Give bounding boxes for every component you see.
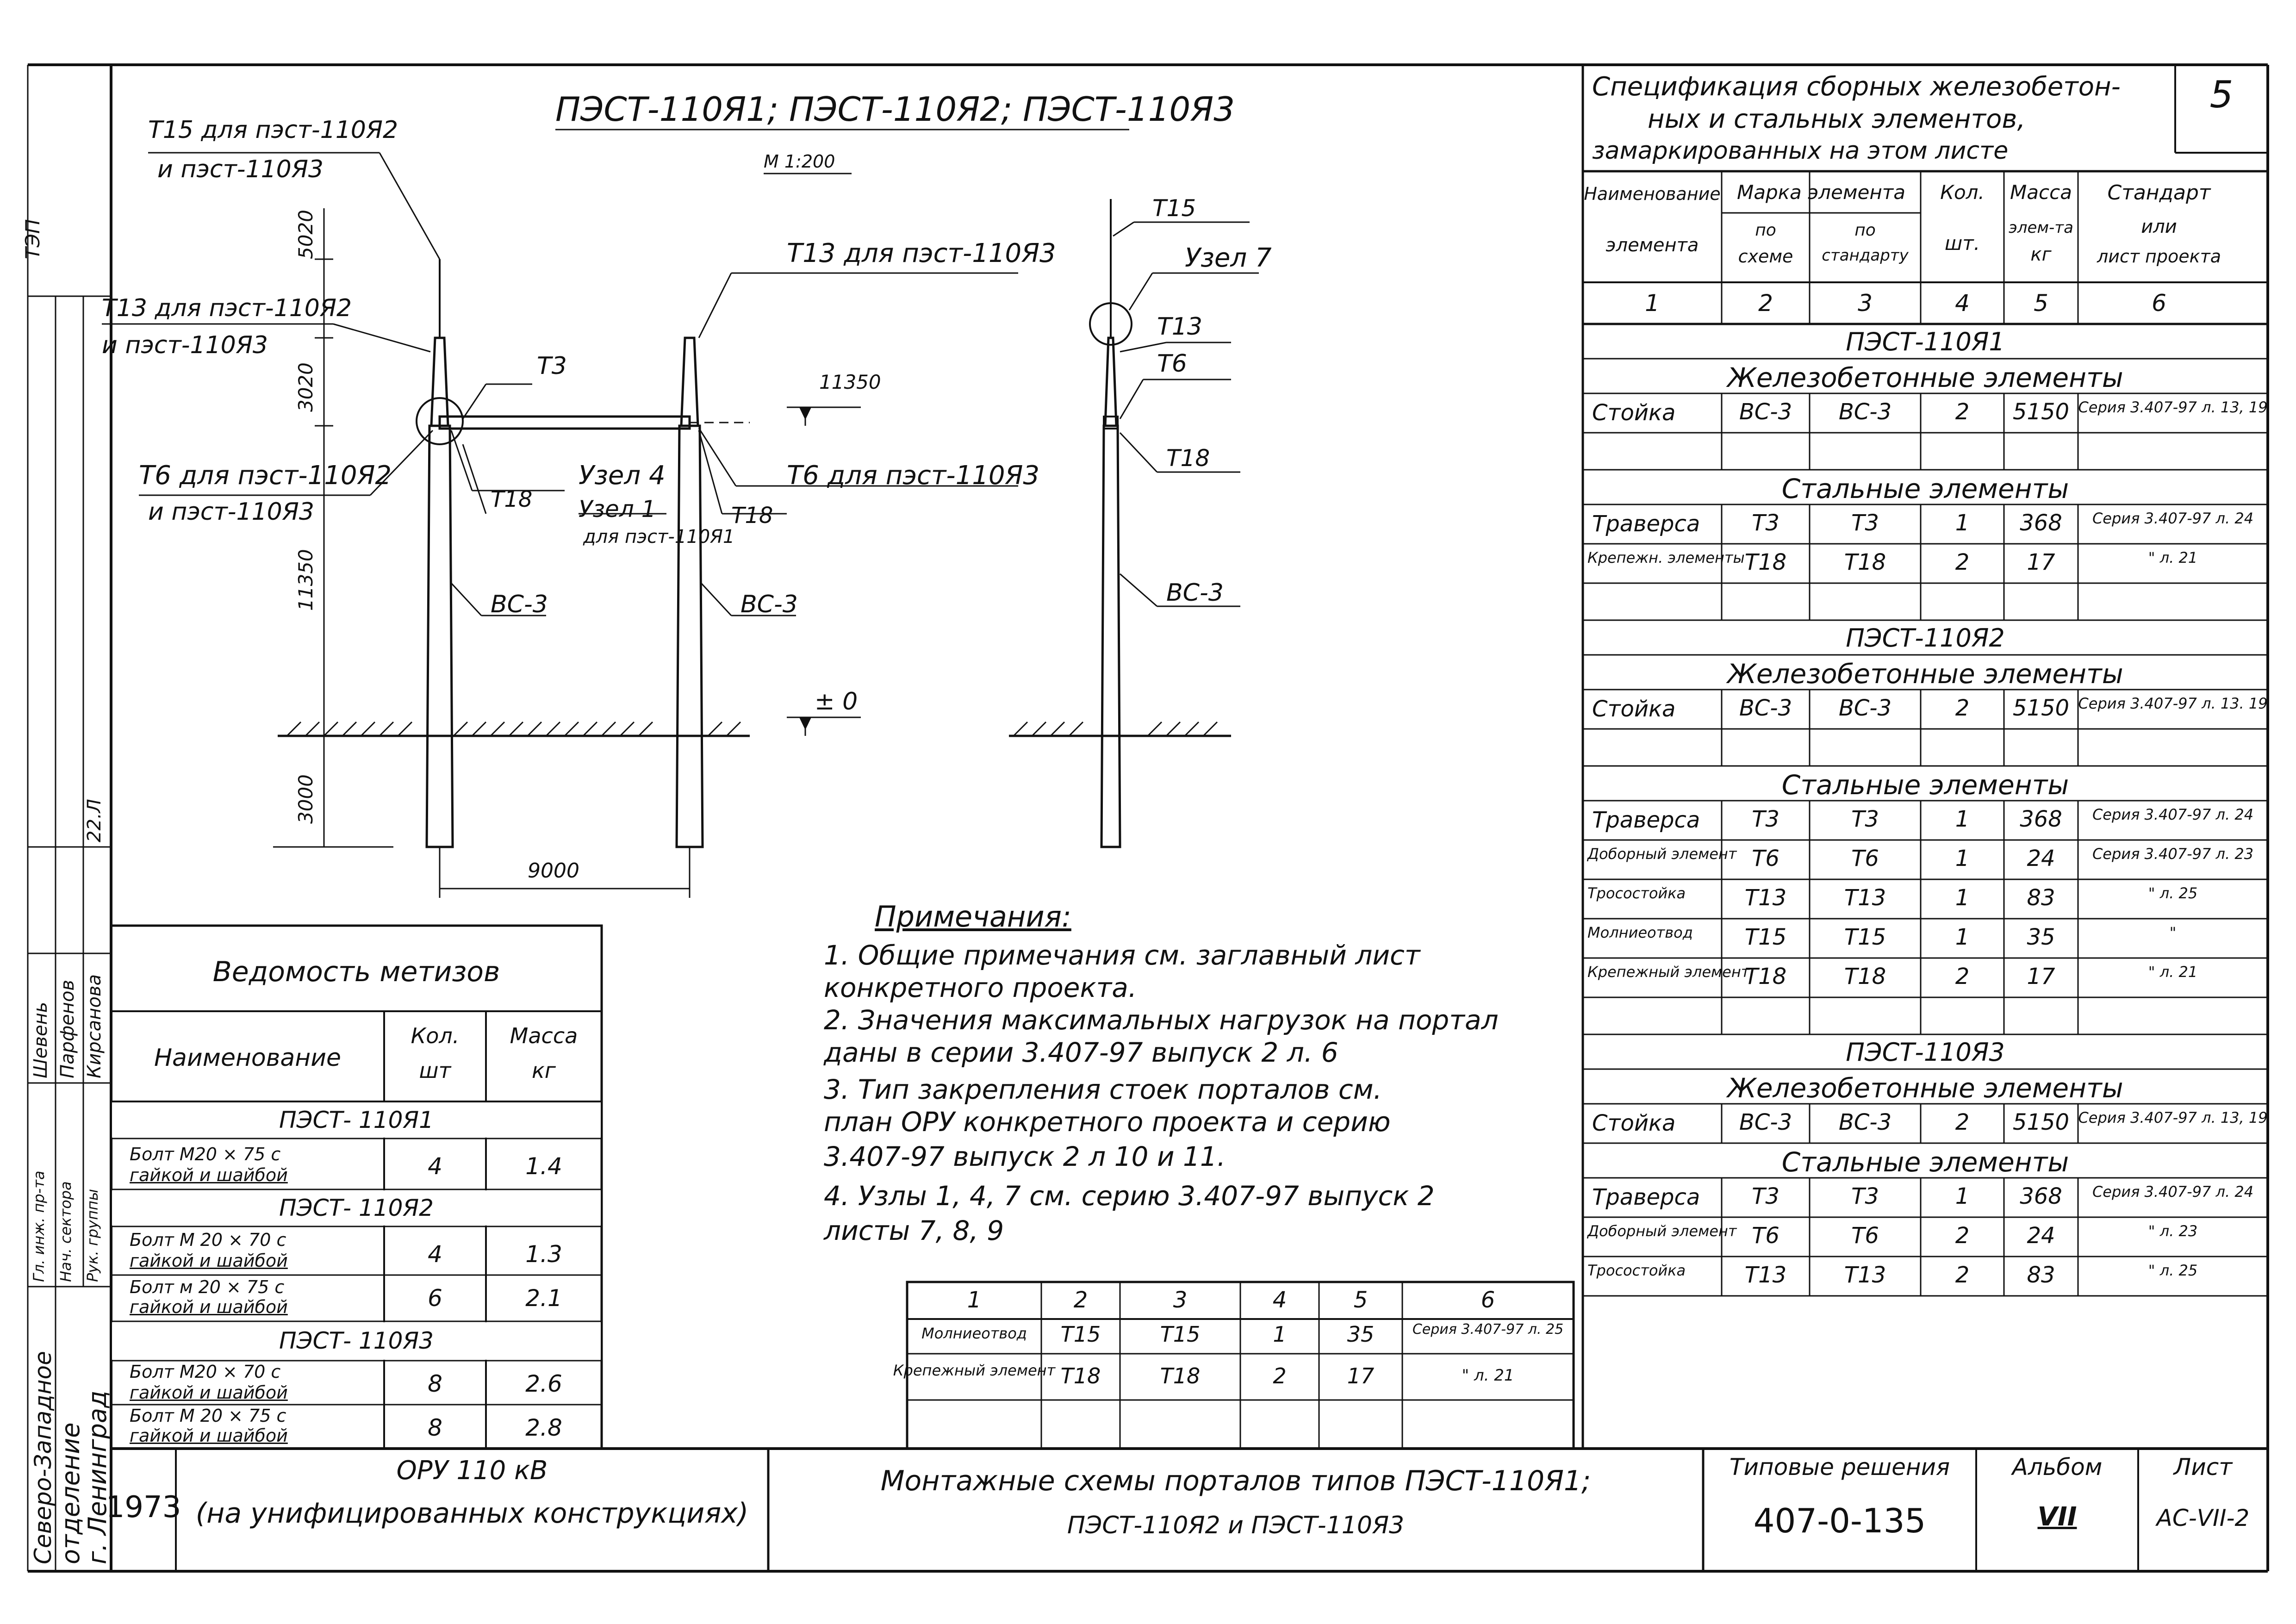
callout-node1-sub: для пэст-110Я1	[583, 526, 735, 548]
stamp-code: 22.Л	[84, 799, 105, 842]
side-callout-t13: Т13	[1157, 313, 1202, 341]
spec-row-name: Доборный элемент	[1587, 1222, 1737, 1240]
spec-row-qty: 2	[1955, 1262, 1970, 1288]
callout-bc3-b: ВС-3	[740, 591, 798, 618]
spec-row-name: Стойка	[1592, 696, 1676, 722]
callout-t18-a: Т18	[491, 486, 533, 512]
drawing-scale: М 1:200	[764, 151, 835, 172]
small-col-number: 4	[1272, 1287, 1287, 1313]
spec-row-ref: Серия 3.407-97 л. 13, 19	[2078, 1109, 2268, 1126]
spec-col-number: 4	[1955, 290, 1970, 317]
hardware-item-line1: Болт М20 × 70 с	[130, 1362, 281, 1382]
spec-row-std: ВС-3	[1838, 399, 1892, 425]
small-row-mass: 35	[1347, 1322, 1375, 1347]
spec-row-name: Стойка	[1592, 1110, 1676, 1136]
spec-header-mass-1: Масса	[2010, 181, 2072, 204]
stamp-org-3: г. Ленинград	[83, 1390, 112, 1564]
hardware-item-line1: Болт М 20 × 70 с	[130, 1230, 286, 1250]
note-line: 3. Тип закрепления стоек порталов см.	[824, 1074, 1382, 1105]
dim-5020: 5020	[294, 210, 317, 259]
spec-subsection-title: Стальные элементы	[1781, 1146, 2069, 1178]
spec-sheet-number: 5	[2209, 73, 2234, 116]
spec-title-1: Спецификация сборных железобетон-	[1592, 72, 2121, 102]
dim-3000: 3000	[294, 774, 317, 824]
spec-row-name: Крепежный элемент	[1587, 963, 1750, 981]
callout-t6-left-2: и пэст-110Я3	[148, 498, 314, 526]
hardware-section: ПЭСТ- 110Я3	[279, 1327, 434, 1354]
spec-row-std: Т15	[1844, 924, 1886, 950]
callout-bc3-a: ВС-3	[491, 591, 548, 618]
spec-row-scheme: Т13	[1744, 1262, 1787, 1288]
spec-row-scheme: Т18	[1744, 549, 1787, 575]
spec-col-number: 5	[2034, 290, 2048, 317]
spec-col-number: 1	[1645, 290, 1660, 317]
hardware-item-mass: 2.6	[525, 1370, 562, 1397]
hardware-item-line1: Болт М20 × 75 с	[130, 1144, 281, 1164]
spec-row-scheme: ВС-3	[1739, 695, 1792, 721]
spec-row-scheme: Т18	[1744, 964, 1787, 989]
hardware-header-name: Наименование	[154, 1044, 342, 1072]
hardware-item-line2: гайкой и шайбой	[130, 1382, 288, 1403]
spec-row-ref: " л. 25	[2148, 1262, 2198, 1279]
spec-row-qty: 1	[1955, 510, 1970, 536]
spec-row-std: Т6	[1851, 846, 1879, 871]
spec-row-qty: 2	[1955, 1109, 1970, 1135]
spec-row-ref: "	[2169, 924, 2177, 941]
spec-row-mass: 83	[2027, 885, 2055, 911]
spec-header-mark-std-2: стандарту	[1822, 246, 1909, 265]
dim-9000: 9000	[528, 859, 579, 883]
spec-header-mark-scheme-2: схеме	[1738, 246, 1793, 267]
spec-row-qty: 1	[1955, 1183, 1970, 1209]
spec-header-qty-1: Кол.	[1940, 181, 1985, 204]
spec-row-scheme: Т15	[1744, 924, 1787, 950]
drawing-title: ПЭСТ-110Я1; ПЭСТ-110Я2; ПЭСТ-110Я3	[555, 90, 1235, 129]
hardware-item-line2: гайкой и шайбой	[130, 1165, 288, 1185]
hardware-item-qty: 4	[428, 1153, 442, 1180]
spec-row-mass: 83	[2027, 1262, 2055, 1288]
spec-row-name: Тросостойка	[1587, 1262, 1686, 1279]
spec-row-name: Траверса	[1592, 807, 1700, 833]
note-line: даны в серии 3.407-97 выпуск 2 л. 6	[824, 1037, 1338, 1068]
small-col-number: 6	[1481, 1287, 1495, 1313]
hardware-item-mass: 1.4	[525, 1153, 562, 1180]
hardware-item-qty: 4	[428, 1241, 442, 1268]
spec-row-std: Т13	[1844, 1262, 1886, 1288]
note-line: план ОРУ конкретного проекта и серию	[824, 1106, 1391, 1138]
callout-node1: Узел 1	[579, 496, 656, 523]
stamp-top-code: ТЭП	[21, 219, 44, 259]
stamp-role: Нач. сектора	[57, 1181, 75, 1282]
stamp-name: Кирсанова	[84, 974, 105, 1078]
note-line: 4. Узлы 1, 4, 7 см. серию 3.407-97 выпуск 2	[824, 1180, 1435, 1212]
note-line: 2. Значения максимальных нагрузок на портал	[824, 1004, 1499, 1036]
spec-row-mass: 35	[2027, 924, 2055, 950]
dim-11350: 11350	[294, 549, 317, 611]
spec-row-name: Молниеотвод	[1587, 924, 1693, 941]
spec-title-2: ных и стальных элементов,	[1648, 104, 2026, 134]
spec-row-ref: Серия 3.407-97 л. 24	[2092, 806, 2254, 823]
note-line: 1. Общие примечания см. заглавный лист	[824, 940, 1420, 971]
album-label: Альбом	[2012, 1454, 2103, 1481]
spec-row-scheme: Т13	[1744, 885, 1787, 911]
spec-row-qty: 1	[1955, 846, 1970, 871]
hardware-item-qty: 8	[428, 1414, 442, 1441]
spec-row-scheme: Т3	[1752, 806, 1780, 832]
hardware-item-mass: 2.1	[525, 1285, 562, 1312]
typical-label: Типовые решения	[1729, 1454, 1950, 1481]
spec-header-mass-3: кг	[2030, 244, 2052, 265]
stamp-org-1: Северо-Западное	[30, 1351, 56, 1564]
small-row-std: Т15	[1160, 1322, 1201, 1347]
spec-subsection-title: Железобетонные элементы	[1727, 1072, 2123, 1104]
spec-row-name: Доборный элемент	[1587, 845, 1737, 863]
small-row-scheme: Т15	[1060, 1322, 1101, 1347]
small-row-std: Т18	[1160, 1363, 1201, 1388]
small-row-name: Крепежный элемент	[893, 1362, 1056, 1379]
callout-t15-left-2: и пэст-110Я3	[157, 156, 324, 183]
small-row-qty: 2	[1273, 1363, 1287, 1388]
spec-row-name: Тросостойка	[1587, 884, 1686, 902]
side-callout-node7: Узел 7	[1185, 243, 1272, 273]
small-row-ref: " л. 21	[1462, 1366, 1514, 1385]
spec-row-ref: " л. 21	[2148, 549, 2198, 566]
spec-row-std: Т18	[1844, 549, 1886, 575]
callout-t15-left-1: Т15 для пэст-110Я2	[148, 116, 398, 144]
hardware-item-line2: гайкой и шайбой	[130, 1297, 288, 1317]
spec-row-ref: Серия 3.407-97 л. 13. 19	[2078, 695, 2268, 712]
spec-row-qty: 2	[1955, 1223, 1970, 1249]
spec-subsection-title: Стальные элементы	[1781, 769, 2069, 801]
sheet-value: АС-VII-2	[2156, 1505, 2250, 1531]
small-col-number: 1	[967, 1287, 982, 1313]
hardware-item-qty: 8	[428, 1370, 442, 1397]
spec-row-name: Стойка	[1592, 400, 1676, 426]
spec-col-number: 3	[1858, 290, 1873, 317]
small-row-scheme: Т18	[1060, 1363, 1101, 1388]
callout-node4: Узел 4	[579, 460, 666, 491]
sheet-title-1: Монтажные схемы порталов типов ПЭСТ-110Я1;	[880, 1465, 1591, 1497]
callout-t18-b: Т18	[731, 503, 773, 529]
title-year: 1973	[106, 1490, 181, 1524]
spec-row-scheme: Т6	[1752, 1223, 1780, 1249]
spec-header-mark: Марка элемента	[1736, 181, 1906, 204]
hardware-header-qty-1: Кол.	[411, 1023, 460, 1048]
spec-row-ref: " л. 23	[2148, 1222, 2198, 1240]
spec-row-ref: Серия 3.407-97 л. 24	[2092, 510, 2254, 527]
callout-t6-right: Т6 для пэст-110Я3	[787, 460, 1040, 491]
hardware-item-mass: 1.3	[525, 1241, 562, 1268]
hardware-title: Ведомость метизов	[212, 956, 500, 988]
spec-row-qty: 1	[1955, 924, 1970, 950]
hardware-item-line1: Болт М 20 × 75 с	[130, 1406, 286, 1426]
hardware-section: ПЭСТ- 110Я2	[279, 1195, 434, 1221]
spec-row-mass: 368	[2020, 806, 2062, 832]
spec-section-title: ПЭСТ-110Я3	[1846, 1038, 2005, 1067]
spec-row-qty: 2	[1955, 549, 1970, 575]
sheet-title-2: ПЭСТ-110Я2 и ПЭСТ-110Я3	[1067, 1512, 1405, 1539]
hardware-header-mass-1: Масса	[510, 1023, 578, 1048]
spec-row-qty: 1	[1955, 885, 1970, 911]
hardware-item-qty: 6	[428, 1285, 442, 1312]
spec-col-number: 6	[2152, 290, 2166, 317]
elevation-zero: ± 0	[815, 688, 858, 716]
spec-row-scheme: Т6	[1752, 846, 1780, 871]
spec-header-name-1: Наименование	[1584, 184, 1721, 204]
spec-row-name: Траверса	[1592, 1184, 1700, 1210]
spec-row-name: Крепежн. элементы	[1587, 549, 1745, 566]
hardware-section: ПЭСТ- 110Я1	[279, 1107, 434, 1133]
spec-row-ref: " л. 25	[2148, 884, 2198, 902]
small-col-number: 5	[1353, 1287, 1368, 1313]
spec-row-mass: 5150	[2012, 1109, 2070, 1135]
stamp-role: Гл. инж. пр-та	[30, 1170, 48, 1282]
stamp-org-2: отделение	[56, 1422, 85, 1564]
spec-row-ref: Серия 3.407-97 л. 24	[2092, 1183, 2254, 1201]
hardware-header-mass-2: кг	[532, 1058, 556, 1083]
spec-row-mass: 5150	[2012, 695, 2070, 721]
callout-t13-left-2: и пэст-110Я3	[102, 331, 268, 359]
dim-3020: 3020	[294, 362, 317, 412]
spec-row-mass: 24	[2027, 846, 2055, 871]
hardware-header-qty-2: шт	[419, 1058, 451, 1083]
callout-t3: Т3	[537, 352, 567, 380]
spec-section-title: ПЭСТ-110Я2	[1846, 623, 2005, 653]
spec-row-scheme: ВС-3	[1739, 1109, 1792, 1135]
side-callout-t6: Т6	[1157, 350, 1187, 378]
spec-row-std: Т3	[1851, 1183, 1879, 1209]
spec-row-mass: 24	[2027, 1223, 2055, 1249]
spec-section-title: ПЭСТ-110Я1	[1846, 327, 2005, 356]
spec-subsection-title: Железобетонные элементы	[1727, 362, 2123, 393]
elevation-11350: 11350	[819, 371, 881, 393]
notes-heading: Примечания:	[875, 900, 1071, 933]
spec-row-scheme: Т3	[1752, 1183, 1780, 1209]
small-row-qty: 1	[1273, 1322, 1287, 1347]
stamp-name: Парфенов	[57, 980, 78, 1078]
spec-subsection-title: Железобетонные элементы	[1727, 658, 2123, 690]
note-line: конкретного проекта.	[824, 972, 1137, 1003]
spec-header-std-1: Стандарт	[2107, 181, 2211, 205]
spec-title-3: замаркированных на этом листе	[1592, 137, 2009, 165]
note-line: листы 7, 8, 9	[824, 1215, 1004, 1246]
callout-t13-right: Т13 для пэст-110Я3	[787, 238, 1056, 268]
spec-row-scheme: Т3	[1752, 510, 1780, 536]
spec-row-mass: 368	[2020, 1183, 2062, 1209]
spec-header-name-2: элемента	[1605, 235, 1699, 256]
album-value: VII	[2037, 1502, 2077, 1532]
title-object-1: ОРУ 110 кВ	[396, 1456, 548, 1486]
title-object-2: (на унифицированных конструкциях)	[195, 1497, 749, 1530]
side-callout-t15: Т15	[1152, 195, 1196, 222]
spec-row-qty: 2	[1955, 399, 1970, 425]
spec-row-scheme: ВС-3	[1739, 399, 1792, 425]
side-callout-bc3: ВС-3	[1166, 579, 1224, 607]
spec-subsection-title: Стальные элементы	[1781, 473, 2069, 504]
spec-row-ref: Серия 3.407-97 л. 23	[2092, 845, 2254, 863]
spec-header-std-3: лист проекта	[2097, 246, 2221, 267]
spec-header-std-2: или	[2141, 216, 2177, 237]
spec-row-std: Т18	[1844, 964, 1886, 989]
callout-t13-left-1: Т13 для пэст-110Я2	[102, 294, 352, 322]
small-col-number: 2	[1073, 1287, 1088, 1313]
spec-row-std: Т13	[1844, 885, 1886, 911]
spec-row-std: ВС-3	[1838, 695, 1892, 721]
spec-row-std: Т3	[1851, 510, 1879, 536]
typical-value: 407-0-135	[1753, 1501, 1926, 1540]
small-col-number: 3	[1173, 1287, 1188, 1313]
spec-row-std: Т3	[1851, 806, 1879, 832]
stamp-role: Рук. группы	[84, 1188, 101, 1282]
spec-row-mass: 5150	[2012, 399, 2070, 425]
hardware-item-line2: гайкой и шайбой	[130, 1425, 288, 1446]
hardware-item-line2: гайкой и шайбой	[130, 1251, 288, 1271]
spec-row-std: Т6	[1851, 1223, 1879, 1249]
hardware-item-mass: 2.8	[525, 1414, 562, 1441]
spec-header-mark-std-1: по	[1854, 221, 1876, 240]
spec-row-std: ВС-3	[1838, 1109, 1892, 1135]
spec-row-qty: 1	[1955, 806, 1970, 832]
spec-header-mass-2: элем-та	[2009, 218, 2073, 237]
spec-row-mass: 17	[2027, 964, 2055, 989]
spec-row-qty: 2	[1955, 964, 1970, 989]
spec-row-qty: 2	[1955, 695, 1970, 721]
spec-row-ref: Серия 3.407-97 л. 13, 19	[2078, 398, 2268, 416]
side-callout-t18: Т18	[1166, 445, 1210, 472]
hardware-item-line1: Болт м 20 × 75 с	[130, 1277, 285, 1297]
spec-header-qty-2: шт.	[1944, 232, 1980, 255]
small-row-ref: Серия 3.407-97 л. 25	[1412, 1321, 1564, 1338]
small-row-mass: 17	[1347, 1363, 1375, 1388]
spec-row-mass: 368	[2020, 510, 2062, 536]
small-row-name: Молниеотвод	[921, 1325, 1027, 1342]
spec-row-ref: " л. 21	[2148, 963, 2198, 981]
spec-col-number: 2	[1758, 290, 1773, 317]
stamp-name: Шевень	[30, 1002, 51, 1078]
note-line: 3.407-97 выпуск 2 л 10 и 11.	[824, 1141, 1226, 1172]
spec-row-name: Траверса	[1592, 511, 1700, 537]
callout-t6-left-1: Т6 для пэст-110Я2	[139, 460, 392, 491]
spec-header-mark-scheme-1: по	[1755, 221, 1776, 240]
sheet-label: Лист	[2173, 1454, 2233, 1481]
spec-row-mass: 17	[2027, 549, 2055, 575]
